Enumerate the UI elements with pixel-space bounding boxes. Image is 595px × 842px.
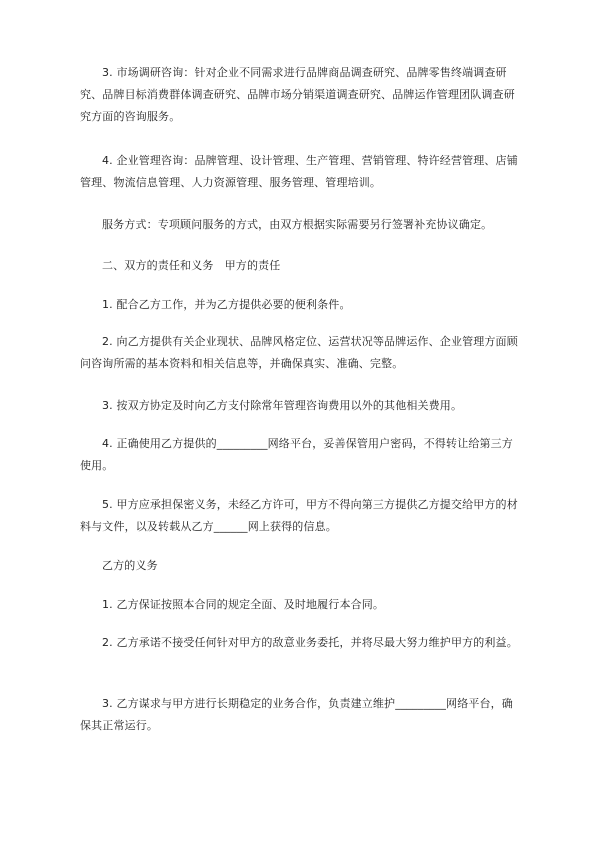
paragraph-service-mode: 服务方式：专项顾问服务的方式，由双方根据实际需要另行签署补充协议确定。 xyxy=(102,218,493,231)
paragraph-party-a-5: 5. 甲方应承担保密义务，未经乙方许可，甲方不得向第三方提供乙方提交给甲方的材料与文件，以及转载从乙方______网上获得的信息。 xyxy=(80,498,518,533)
paragraph-party-b-1: 1. 乙方保证按照本合同的规定全面、及时地履行本合同。 xyxy=(102,598,385,611)
paragraph-party-a-4: 4. 正确使用乙方提供的_________网络平台，妥善保管用户密码，不得转让给第三方使用。 xyxy=(80,437,513,472)
paragraph-enterprise-management: 4. 企业管理咨询：品牌管理、设计管理、生产管理、营销管理、特许经营管理、店铺管理、物流信息管理、人力资源管理、服务管理、管理培训。 xyxy=(80,154,518,189)
paragraph-party-a-2: 2. 向乙方提供有关企业现状、品牌风格定位、运营状况等品牌运作、企业管理方面顾问咨询所需的基本资料和相关信息等，并确保真实、准确、完整。 xyxy=(80,335,518,370)
section-heading-party-b-obligations: 乙方的义务 xyxy=(102,559,158,572)
paragraph-party-b-3: 3. 乙方谋求与甲方进行长期稳定的业务合作，负责建立维护_________网络平台，确保其正常运行。 xyxy=(80,697,513,732)
section-heading-responsibilities: 二、双方的责任和义务 甲方的责任 xyxy=(102,259,281,272)
paragraph-party-a-1: 1. 配合乙方工作，并为乙方提供必要的便利条件。 xyxy=(102,298,351,311)
paragraph-market-research: 3. 市场调研咨询：针对企业不同需求进行品牌商品调查研究、品牌零售终端调查研究、品牌目标消费群体调查研究、品牌市场分销渠道调查研究、品牌运作管理团队调查研究方面的咨询服务。 xyxy=(80,66,515,123)
paragraph-party-a-3: 3. 按双方协定及时向乙方支付除常年管理咨询费用以外的其他相关费用。 xyxy=(102,399,463,412)
paragraph-party-b-2: 2. 乙方承诺不接受任何针对甲方的敌意业务委托，并将尽最大努力维护甲方的利益。 xyxy=(102,636,518,649)
